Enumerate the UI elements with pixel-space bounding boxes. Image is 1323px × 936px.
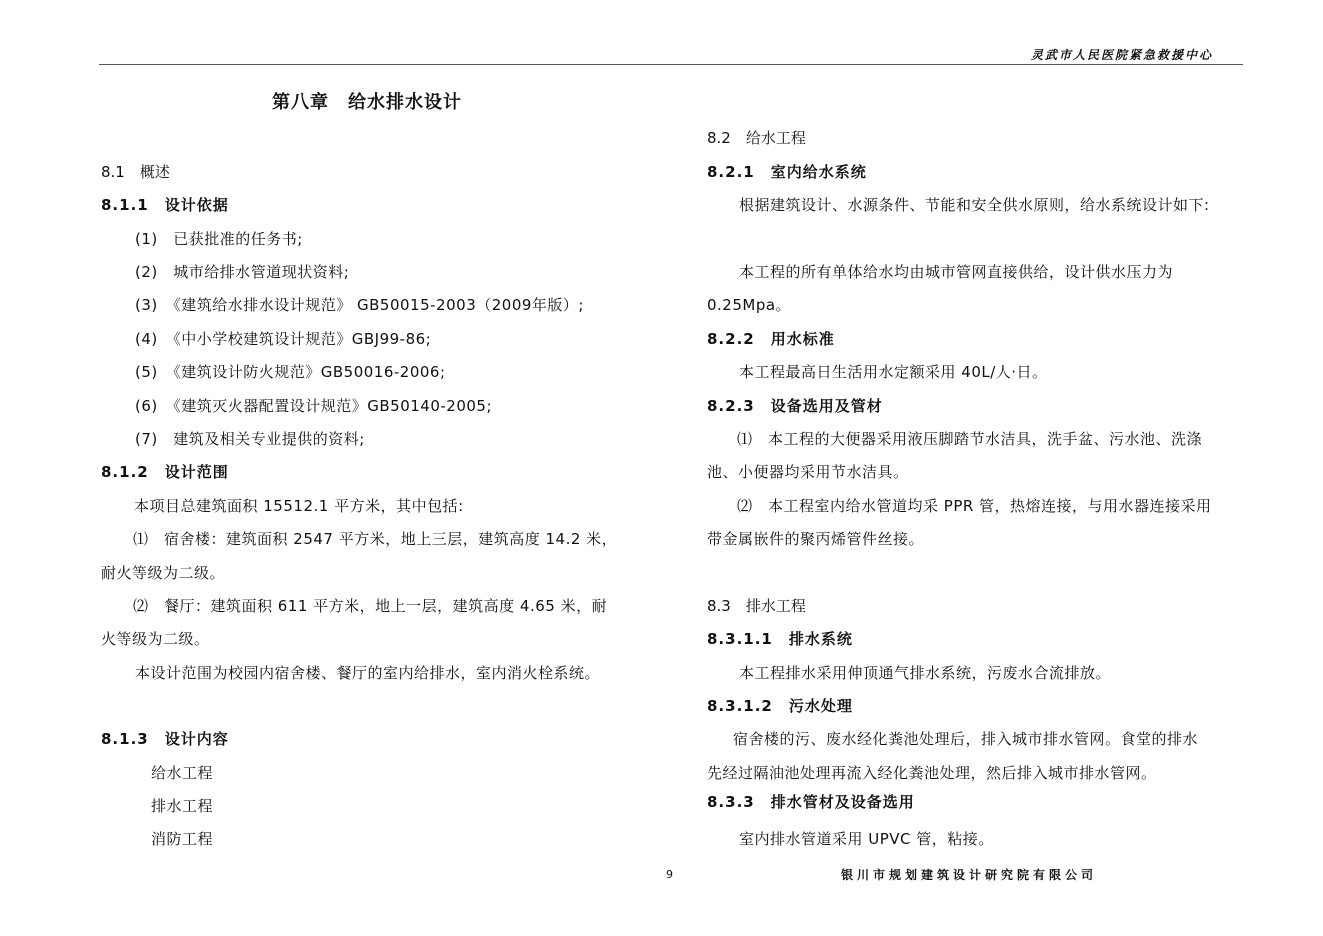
basis-item: (2) 城市给排水管道现状资料;: [135, 263, 350, 281]
equipment-item-2-cont: 带金属嵌件的聚丙烯管件丝接。: [707, 530, 925, 548]
sewage-treatment: 宿舍楼的污、废水经化粪池处理后，排入城市排水管网。食堂的排水: [733, 730, 1199, 748]
scope-item-1-cont: 耐火等级为二级。: [101, 564, 226, 582]
basis-item: (4) 《中小学校建筑设计规范》GBJ99-86;: [135, 330, 432, 348]
equipment-item-1: ⑴ 本工程的大便器采用液压脚踏节水洁具，洗手盆、污水池、洗涤: [737, 430, 1203, 448]
equipment-item-2: ⑵ 本工程室内给水管道均采 PPR 管，热熔连接，与用水器连接采用: [737, 497, 1212, 515]
equipment-item-1-cont: 池、小便器均采用节水洁具。: [707, 463, 909, 481]
section-8-2-heading: 8.2 给水工程: [707, 129, 806, 147]
section-8-2-1-heading: 8.2.1 室内给水系统: [707, 163, 867, 181]
basis-item: (1) 已获批准的任务书;: [135, 230, 303, 248]
basis-item: (5) 《建筑设计防火规范》GB50016-2006;: [135, 363, 446, 381]
content-item: 消防工程: [151, 830, 214, 848]
section-8-3-1-1-heading: 8.3.1.1 排水系统: [707, 630, 853, 648]
section-8-3-1-2-heading: 8.3.1.2 污水处理: [707, 697, 853, 715]
section-8-3-3-heading: 8.3.3 排水管材及设备选用: [707, 793, 915, 811]
section-8-1-1-heading: 8.1.1 设计依据: [101, 196, 229, 214]
section-8-2-2-heading: 8.2.2 用水标准: [707, 330, 835, 348]
scope-intro: 本项目总建筑面积 15512.1 平方米，其中包括:: [134, 497, 464, 515]
scope-item-1: ⑴ 宿舍楼：建筑面积 2547 平方米，地上三层，建筑高度 14.2 米，: [133, 530, 618, 548]
page-number: 9: [666, 868, 673, 881]
section-8-3-heading: 8.3 排水工程: [707, 597, 806, 615]
content-item: 排水工程: [151, 797, 214, 815]
drainage-system: 本工程排水采用伸顶通气排水系统，污废水合流排放。: [739, 664, 1112, 682]
chapter-title: 第八章 给水排水设计: [272, 92, 462, 113]
section-8-2-3-heading: 8.2.3 设备选用及管材: [707, 397, 883, 415]
header-organization: 灵武市人民医院紧急救援中心: [1030, 48, 1213, 62]
water-supply-pressure: 本工程的所有单体给水均由城市管网直接供给，设计供水压力为: [739, 263, 1174, 281]
section-8-1-heading: 8.1 概述: [101, 163, 170, 181]
section-8-1-2-heading: 8.1.2 设计范围: [101, 463, 229, 481]
scope-item-2-cont: 火等级为二级。: [101, 630, 210, 648]
basis-item: (7) 建筑及相关专业提供的资料;: [135, 430, 365, 448]
water-standard: 本工程最高日生活用水定额采用 40L/人·日。: [739, 363, 1048, 381]
header-rule: [99, 64, 1243, 65]
scope-summary: 本设计范围为校园内宿舍楼、餐厅的室内给排水，室内消火栓系统。: [135, 664, 601, 682]
scope-item-2: ⑵ 餐厅：建筑面积 611 平方米，地上一层，建筑高度 4.65 米，耐: [133, 597, 608, 615]
sewage-treatment-cont: 先经过隔油池处理再流入经化粪池处理，然后排入城市排水管网。: [707, 764, 1157, 782]
footer-organization: 银川市规划建筑设计研究院有限公司: [841, 868, 1098, 882]
section-8-1-3-heading: 8.1.3 设计内容: [101, 730, 229, 748]
content-item: 给水工程: [151, 764, 214, 782]
basis-item: (6) 《建筑灭火器配置设计规范》GB50140-2005;: [135, 397, 493, 415]
water-supply-principle: 根据建筑设计、水源条件、节能和安全供水原则，给水系统设计如下:: [739, 196, 1210, 214]
drain-pipe-material: 室内排水管道采用 UPVC 管，粘接。: [739, 830, 994, 848]
basis-item: (3) 《建筑给水排水设计规范》 GB50015-2003（2009年版）;: [135, 296, 584, 314]
water-supply-pressure-cont: 0.25Mpa。: [707, 296, 792, 314]
